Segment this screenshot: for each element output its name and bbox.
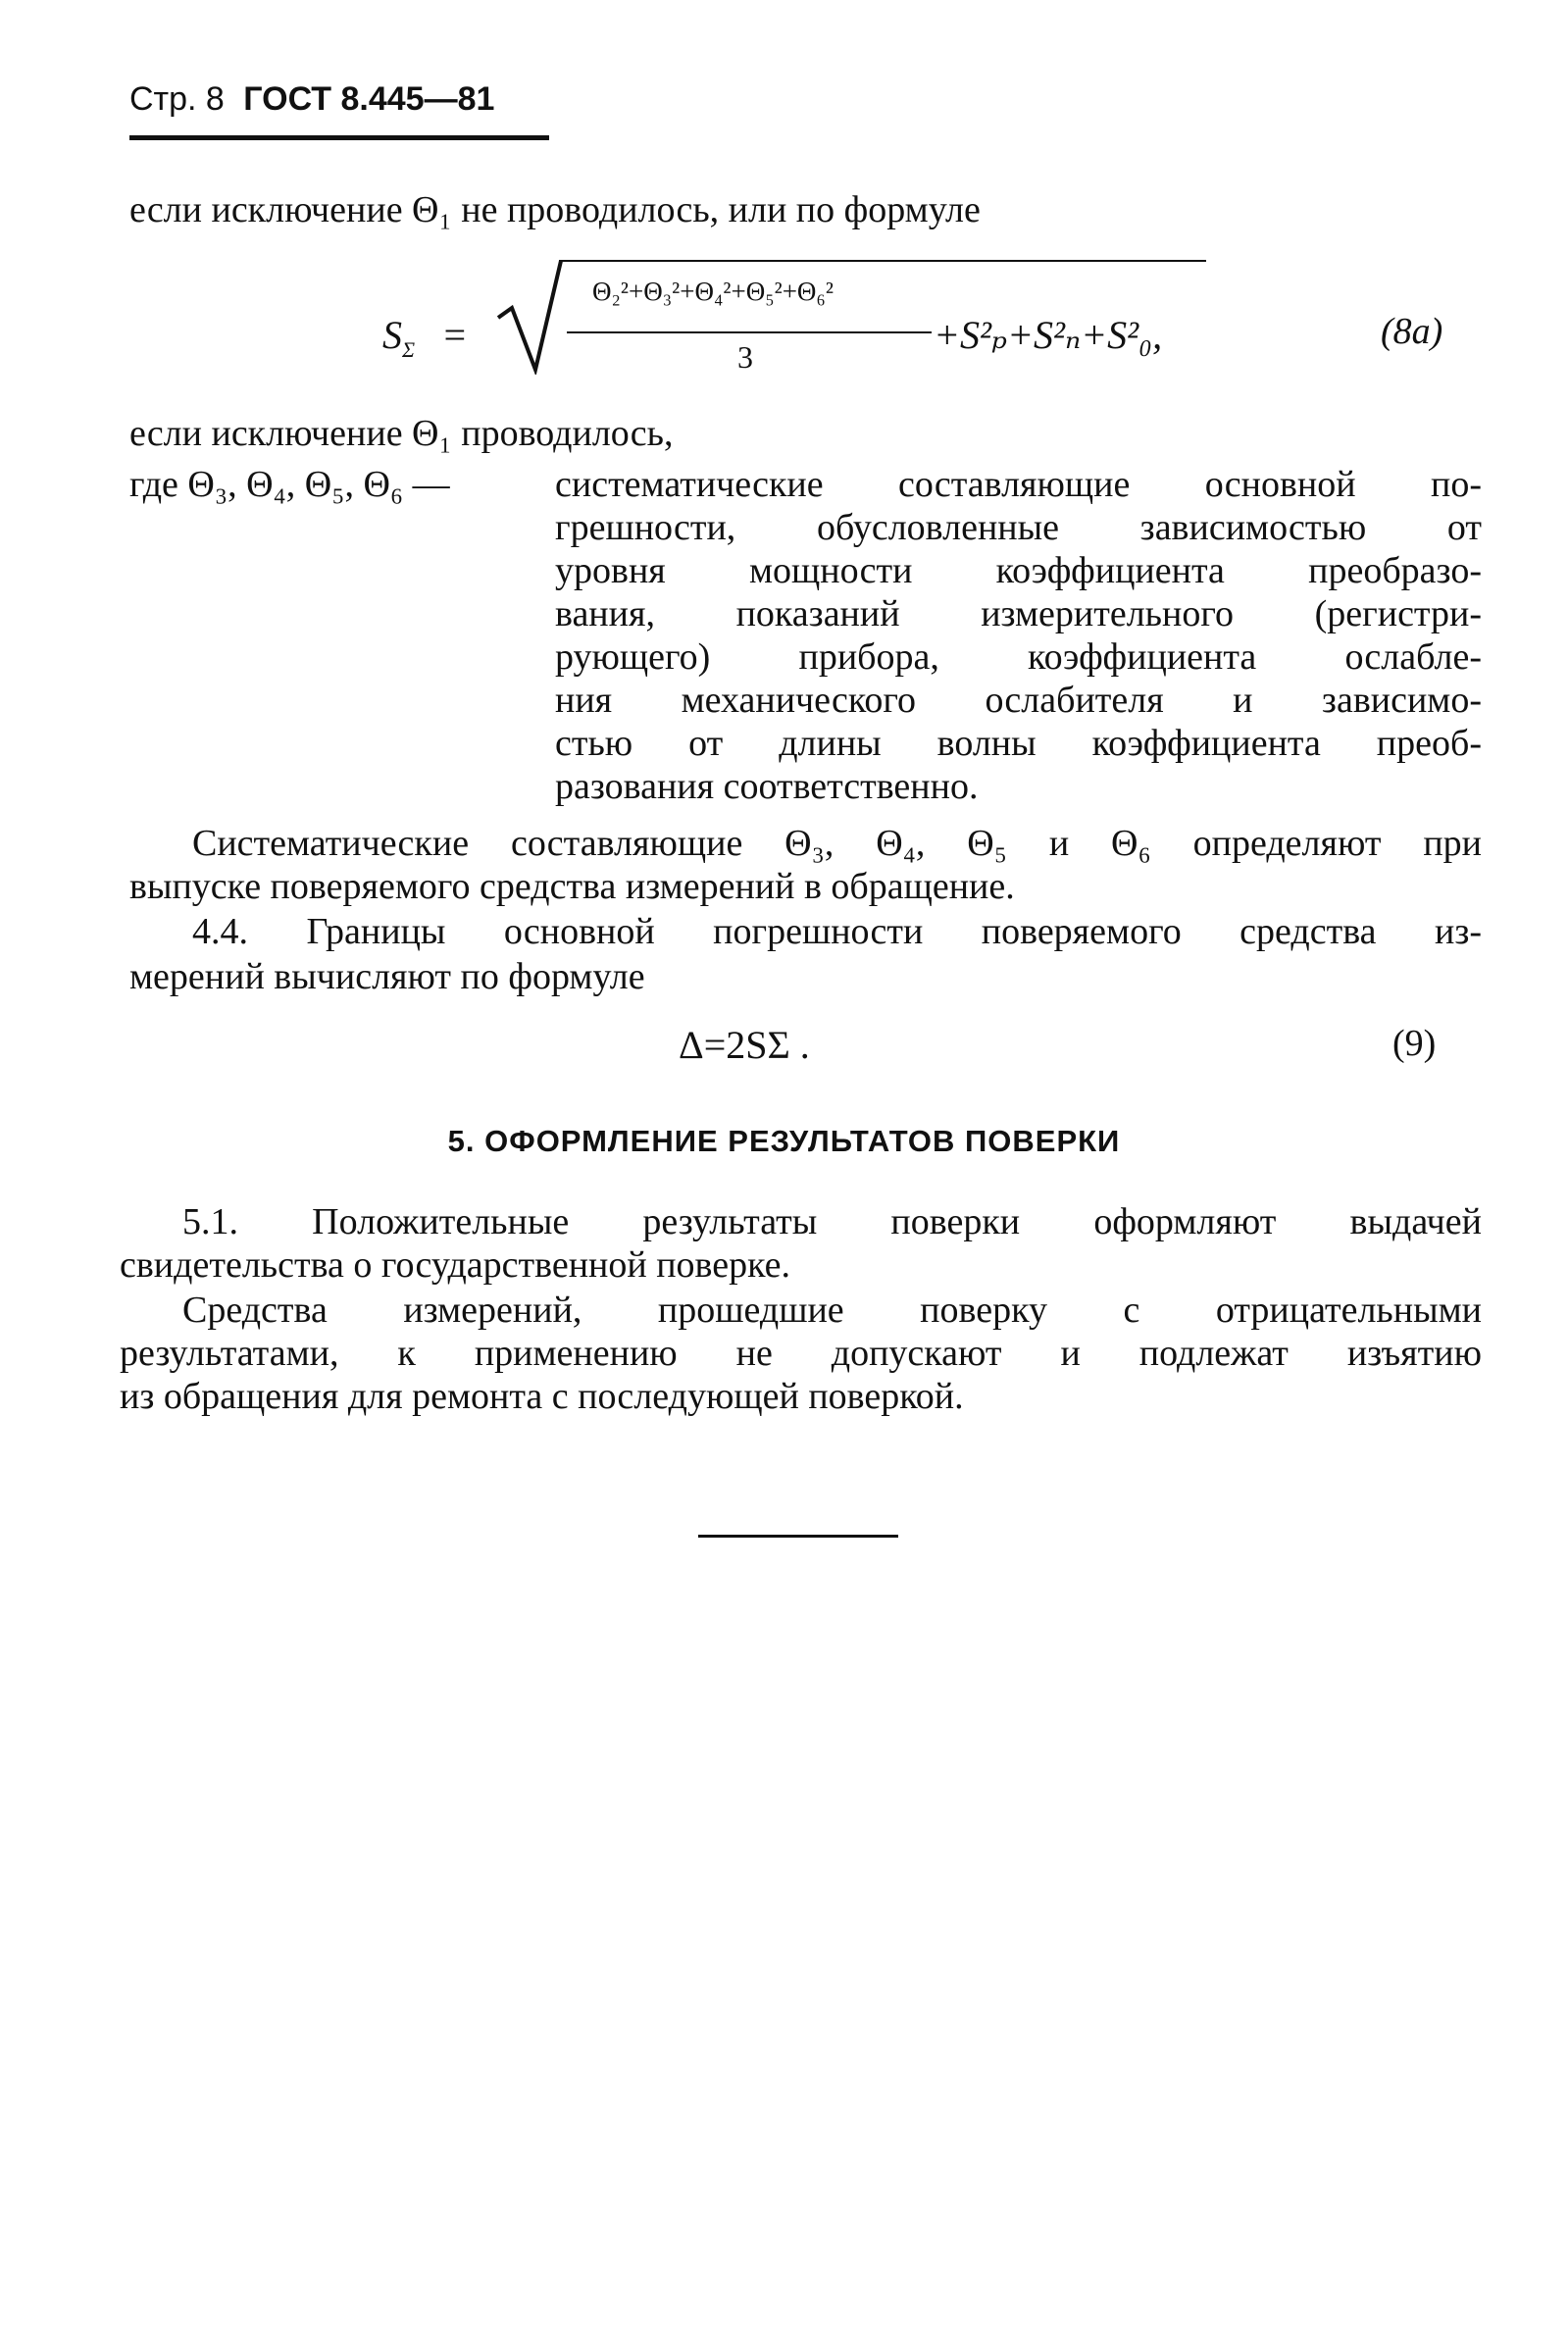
standard-designation: ГОСТ 8.445—81 (243, 80, 495, 118)
where-line-1: систематические составляющие основной по- (555, 464, 1482, 505)
where-label: где Θ₃, Θ₄, Θ₅, Θ₆ — (129, 464, 450, 505)
where-line-8: разования соответственно. (555, 766, 979, 807)
page-header (129, 80, 494, 119)
paragraph-negative-line-1: Средства измерений, прошедшие поверку с отрицательными (182, 1290, 1482, 1331)
formula-8a-number: (8а) (1381, 311, 1443, 352)
where-line-3: уровня мощности коэффициента преобразо- (555, 550, 1482, 591)
where-line-7: стью от длины волны коэффициента преоб- (555, 723, 1482, 764)
formula-9: Δ=2SΣ . (679, 1023, 810, 1067)
clause-5-1-line-2: свидетельства о государственной поверке. (120, 1244, 791, 1286)
sqrt-overbar (559, 260, 1206, 262)
formula-8a-lhs: $S_\Sigma$ (382, 313, 416, 362)
header-rule (129, 135, 549, 140)
where-line-4: вания, показаний измерительного (регистри- (555, 593, 1482, 634)
sqrt-sign (496, 257, 565, 375)
where-line-6: ния механического ослабителя и зависимо- (555, 680, 1482, 721)
paragraph-negative-line-2: результатами, к применению не допускают и подлежат изъятию (120, 1333, 1482, 1374)
end-rule (698, 1535, 898, 1538)
formula-8a-equals: = (441, 313, 468, 357)
clause-4-4-line-1: 4.4. Границы основной погрешности поверяемого средства из- (192, 911, 1482, 952)
paragraph-negative-line-3: из обращения для ремонта с последующей поверкой. (120, 1376, 964, 1417)
formula-9-number: (9) (1392, 1023, 1437, 1064)
paragraph-systematic-line-2: выпуске поверяемого средства измерений в обращение. (129, 866, 1015, 907)
paragraph-if-not-excluded: если исключение Θ₁ не проводилось, или по формуле (129, 189, 981, 230)
page-number: Стр. 8 (129, 80, 225, 118)
formula-8a-fraction-bar (567, 331, 932, 333)
where-line-5: рующего) прибора, коэффициента ослабле- (555, 636, 1482, 678)
formula-8a-tail: +S²ₚ+S²ₙ+S²₀, (934, 313, 1163, 357)
clause-5-1-line-1: 5.1. Положительные результаты поверки оформляют выдачей (182, 1201, 1482, 1242)
paragraph-systematic-line-1: Систематические составляющие Θ₃, Θ₄, Θ₅ и Θ₆ определяют при (192, 823, 1482, 864)
section-title: 5. ОФОРМЛЕНИЕ РЕЗУЛЬТАТОВ ПОВЕРКИ (447, 1124, 1121, 1158)
formula-8a-numerator: Θ₂²+Θ₃²+Θ₄²+Θ₅²+Θ₆² (592, 277, 834, 306)
clause-4-4-line-2: мерений вычисляют по формуле (129, 956, 645, 997)
paragraph-if-excluded: если исключение Θ₁ проводилось, (129, 413, 674, 454)
where-line-2: грешности, обусловленные зависимостью от (555, 507, 1482, 548)
formula-8a-denominator: 3 (737, 339, 753, 375)
